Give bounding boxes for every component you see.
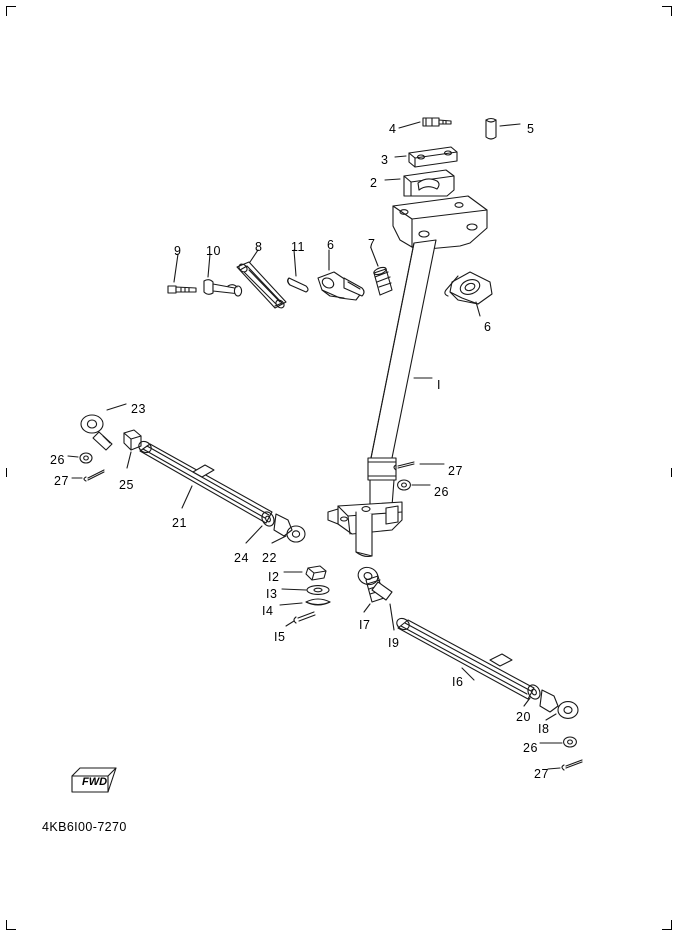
- callout-number: I6: [452, 675, 464, 689]
- part-13-washer-center: [307, 586, 329, 595]
- callout-number: 5: [527, 122, 535, 136]
- part-26-clip-right: [398, 480, 411, 490]
- callout-number: 6: [484, 320, 492, 334]
- crop-mark-bottom-left: [6, 920, 16, 930]
- part-21-tie-rod: [137, 439, 272, 523]
- part-22-rod-end: [274, 514, 305, 542]
- callout-number: 23: [131, 402, 146, 416]
- part-27-cotter-pin-lower-right: [562, 760, 582, 770]
- callout-number: 27: [54, 474, 69, 488]
- callout-number: 21: [172, 516, 187, 530]
- callout-number: 4: [389, 122, 397, 136]
- callout-number: 11: [291, 240, 305, 254]
- callout-number: I8: [538, 722, 550, 736]
- callout-number: 24: [234, 551, 249, 565]
- callout-number: 26: [523, 741, 538, 755]
- part-15-bolt-center: [294, 612, 315, 623]
- callout-number: I: [437, 378, 441, 392]
- crop-mark-bottom-right: [662, 920, 672, 930]
- callout-number: I3: [266, 587, 278, 601]
- part-8-link-bar: [237, 262, 286, 309]
- part-2-clamp-lower: [404, 170, 454, 196]
- callout-number: I4: [262, 604, 274, 618]
- part-12-nut-center: [306, 566, 326, 580]
- part-27-cotter-pin-left: [84, 470, 104, 481]
- callout-number: 22: [262, 551, 277, 565]
- part-6-joint-right: [445, 272, 492, 304]
- part-4-bolt: [423, 118, 451, 126]
- callout-number: 9: [174, 244, 182, 258]
- crop-mark-mid-left: [6, 468, 7, 477]
- callout-number: I2: [268, 570, 280, 584]
- part-9-bolt: [168, 286, 196, 293]
- callout-number: 3: [381, 153, 389, 167]
- part-10-bolt: [204, 280, 242, 296]
- callout-number: 25: [119, 478, 134, 492]
- part-7-spring: [373, 266, 392, 295]
- callout-number: 10: [206, 244, 221, 258]
- crop-mark-top-left: [6, 6, 16, 16]
- crop-mark-top-right: [662, 6, 672, 16]
- callout-number: I7: [359, 618, 371, 632]
- part-11-bushing: [288, 278, 308, 292]
- part-1-steering-shaft: [328, 196, 487, 557]
- crop-mark-mid-right: [671, 468, 672, 477]
- callout-number: 6: [327, 238, 335, 252]
- callout-number: I5: [274, 630, 286, 644]
- callout-number: 20: [516, 710, 531, 724]
- callout-number: 26: [434, 485, 449, 499]
- part-18-rod-end-right: [540, 690, 578, 718]
- part-16-tie-rod-right: [395, 616, 534, 699]
- part-26-clip-left: [80, 453, 92, 463]
- callout-number: 7: [368, 237, 376, 251]
- callout-number: 2: [370, 176, 378, 190]
- callout-number: 8: [255, 240, 263, 254]
- part-number-label: 4KB6I00-7270: [42, 820, 127, 834]
- callout-number: I9: [388, 636, 400, 650]
- part-23-rod-end: [81, 415, 112, 450]
- callout-number: 26: [50, 453, 65, 467]
- part-26-clip-lower-right: [564, 737, 577, 747]
- fwd-direction-marker: [70, 770, 118, 798]
- callout-number: 27: [534, 767, 549, 781]
- fwd-label-text: FWD: [82, 776, 108, 788]
- part-6-joint-left: [318, 272, 364, 300]
- callout-number: 27: [448, 464, 463, 478]
- part-3-clamp-upper: [409, 147, 457, 167]
- part-27-cotter-pin-right: [394, 462, 414, 470]
- part-5-cap: [486, 119, 496, 140]
- part-14-spring-washer: [306, 599, 330, 605]
